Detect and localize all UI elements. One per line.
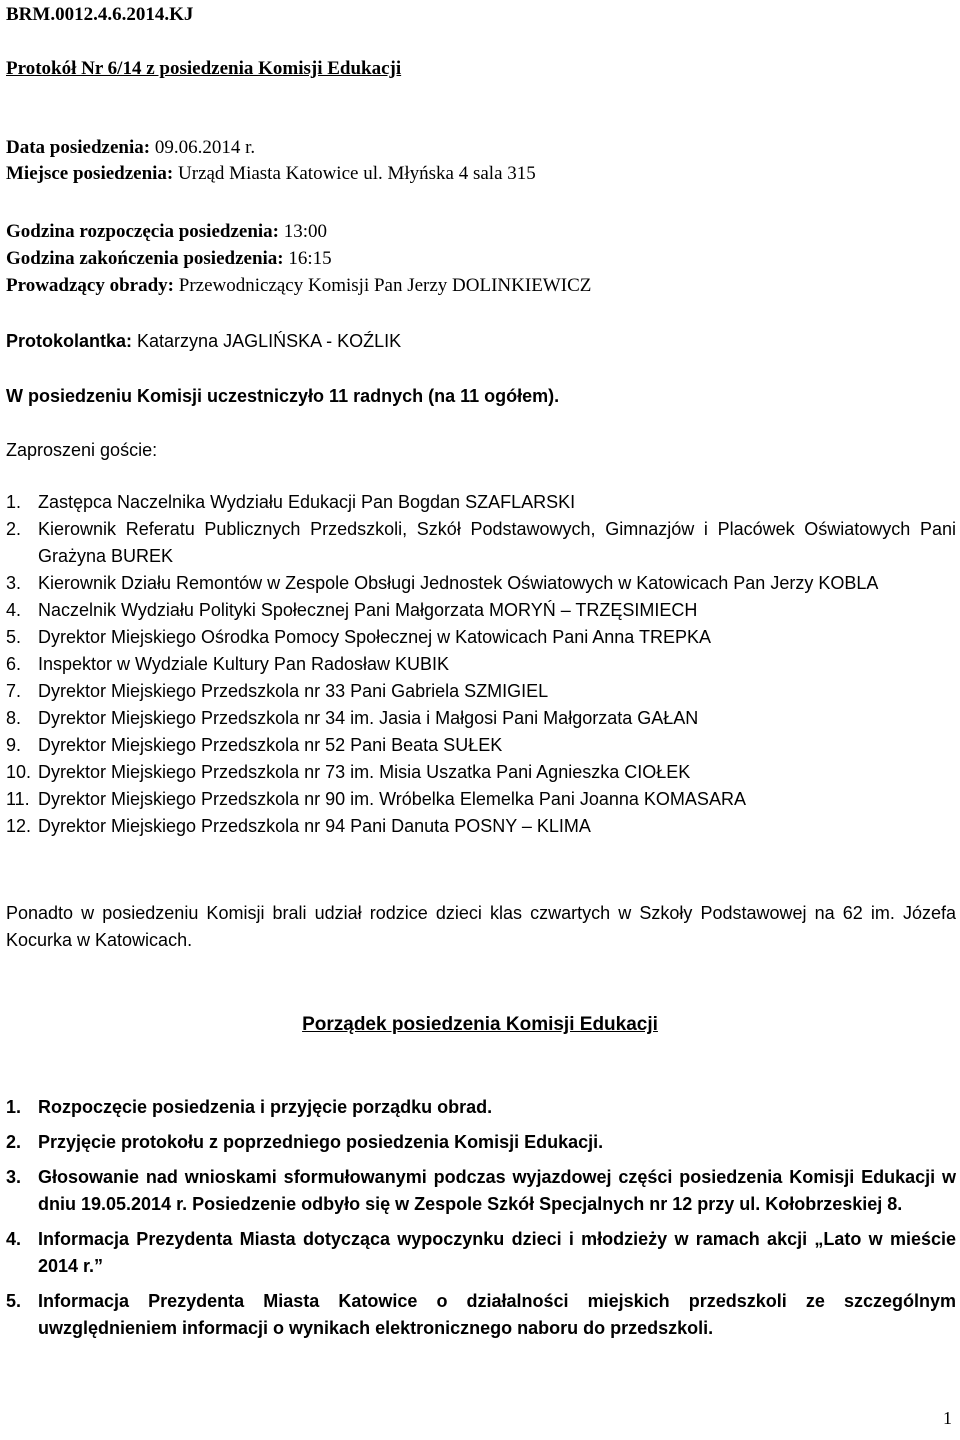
- guest-item-text: Dyrektor Miejskiego Przedszkola nr 33 Pani Gabriela SZMIGIEL: [38, 681, 549, 701]
- guest-item: [6, 624, 956, 651]
- recorder-label: Protokolantka:: [6, 331, 133, 351]
- recorder-value: Katarzyna JAGLIŃSKA - KOŹLIK: [132, 331, 402, 351]
- guest-item-number: 12.: [6, 816, 32, 836]
- chair-value: Przewodniczący Komisji Pan Jerzy DOLINKIEWICZ: [174, 275, 592, 296]
- guest-item: [6, 651, 956, 678]
- agenda-item-text: Informacja Prezydenta Miasta dotycząca wypoczynku dzieci i młodzieży w ramach akcji „Lato w mieście 2014 r.”: [38, 1229, 956, 1276]
- guest-item-number: 10.: [6, 762, 32, 782]
- guest-item-number: 7.: [6, 681, 22, 701]
- guest-item-text: Kierownik Działu Remontów w Zespole Obsługi Jednostek Oświatowych w Katowicach Pan Jerzy KOBLA: [38, 573, 879, 593]
- guests-heading: Zaproszeni goście:: [6, 440, 158, 460]
- guest-item-number: 1.: [6, 492, 22, 512]
- guest-item-number: 2.: [6, 519, 22, 539]
- end-value: 16:15: [283, 248, 332, 269]
- guest-item-number: 3.: [6, 573, 22, 593]
- end-label: Godzina zakończenia posiedzenia:: [6, 248, 284, 269]
- guest-item-text: Dyrektor Miejskiego Ośrodka Pomocy Społecznej w Katowicach Pani Anna TREPKA: [38, 627, 711, 647]
- agenda-item-text: Głosowanie nad wnioskami sformułowanymi podczas wyjazdowej części posiedzenia Komisji Edukacji w dniu 19.05.2014 r. Posiedzenie odbyło się w Zespole Szkół Specjalnych nr 12 przy ul. Kołobrzeskiej 8.: [38, 1167, 956, 1214]
- meeting-place: [6, 161, 536, 187]
- guest-item: [6, 705, 956, 732]
- agenda-item: [6, 1226, 956, 1280]
- agenda-item: [6, 1288, 956, 1342]
- guest-item: [6, 813, 956, 840]
- agenda-item-number: 3.: [6, 1167, 22, 1187]
- guest-item: [6, 489, 956, 516]
- place-value: Urząd Miasta Katowice ul. Młyńska 4 sala 315: [173, 163, 536, 184]
- guest-item: [6, 570, 956, 597]
- guest-item-number: 8.: [6, 708, 22, 728]
- guest-item-number: 5.: [6, 627, 22, 647]
- guests-list: [6, 489, 956, 840]
- guest-item-number: 9.: [6, 735, 22, 755]
- document-reference: BRM.0012.4.6.2014.KJ: [6, 4, 194, 25]
- guest-item-number: 6.: [6, 654, 22, 674]
- agenda-item: [6, 1129, 956, 1156]
- start-label: Godzina rozpoczęcia posiedzenia:: [6, 221, 280, 242]
- additional-participants-paragraph: Ponadto w posiedzeniu Komisji brali udział rodzice dzieci klas czwartych w Szkoły Podstawowej na 62 im. Józefa Kocurka w Katowicach.: [6, 903, 956, 950]
- agenda-list: [6, 1094, 956, 1350]
- guest-item-text: Dyrektor Miejskiego Przedszkola nr 52 Pani Beata SUŁEK: [38, 735, 503, 755]
- guest-item-text: Inspektor w Wydziale Kultury Pan Radosław KUBIK: [38, 654, 450, 674]
- agenda-item-text: Rozpoczęcie posiedzenia i przyjęcie porządku obrad.: [38, 1097, 493, 1117]
- guest-item: [6, 759, 956, 786]
- recorder: [6, 328, 401, 354]
- agenda-item-number: 5.: [6, 1291, 22, 1311]
- place-label: Miejsce posiedzenia:: [6, 163, 174, 184]
- chair-label: Prowadzący obrady:: [6, 275, 174, 296]
- guest-item: [6, 516, 956, 570]
- agenda-title: Porządek posiedzenia Komisji Edukacji: [302, 1014, 658, 1035]
- agenda-item: [6, 1164, 956, 1218]
- guest-item: [6, 597, 956, 624]
- document-title: Protokół Nr 6/14 z posiedzenia Komisji Edukacji: [6, 58, 402, 79]
- guest-item-text: Naczelnik Wydziału Polityki Społecznej Pani Małgorzata MORYŃ – TRZĘSIMIECH: [38, 600, 698, 620]
- guest-item-text: Kierownik Referatu Publicznych Przedszkoli, Szkół Podstawowych, Gimnazjów i Placówek Oświatowych Pani Grażyna BUREK: [38, 519, 956, 566]
- guest-item-text: Dyrektor Miejskiego Przedszkola nr 90 im. Wróbelka Elemelka Pani Joanna KOMASARA: [38, 789, 746, 809]
- attendance-statement: W posiedzeniu Komisji uczestniczyło 11 radnych (na 11 ogółem).: [6, 386, 560, 406]
- start-value: 13:00: [279, 221, 328, 242]
- agenda-item-number: 2.: [6, 1132, 22, 1152]
- agenda-item-text: Informacja Prezydenta Miasta Katowice o działalności miejskich przedszkoli ze szczególnym uwzględnieniem informacji o wynikach elektronicznego naboru do przedszkoli.: [38, 1291, 956, 1338]
- guest-item-text: Dyrektor Miejskiego Przedszkola nr 94 Pani Danuta POSNY – KLIMA: [38, 816, 591, 836]
- guest-item-text: Dyrektor Miejskiego Przedszkola nr 73 im. Misia Uszatka Pani Agnieszka CIOŁEK: [38, 762, 691, 782]
- start-time: [6, 219, 327, 245]
- guest-item-number: 11.: [6, 789, 30, 809]
- agenda-item: [6, 1094, 956, 1121]
- date-value: 09.06.2014 r.: [150, 137, 256, 158]
- agenda-item-number: 4.: [6, 1229, 22, 1249]
- agenda-item-number: 1.: [6, 1097, 22, 1117]
- date-label: Data posiedzenia:: [6, 137, 151, 158]
- end-time: [6, 246, 332, 272]
- guest-item: [6, 732, 956, 759]
- guest-item: [6, 678, 956, 705]
- guest-item-number: 4.: [6, 600, 22, 620]
- agenda-item-text: Przyjęcie protokołu z poprzedniego posiedzenia Komisji Edukacji.: [38, 1132, 604, 1152]
- chairperson: [6, 273, 591, 299]
- page-number: 1: [943, 1408, 952, 1428]
- meeting-date: [6, 135, 255, 161]
- guest-item-text: Zastępca Naczelnika Wydziału Edukacji Pan Bogdan SZAFLARSKI: [38, 492, 576, 512]
- guest-item: [6, 786, 956, 813]
- guest-item-text: Dyrektor Miejskiego Przedszkola nr 34 im. Jasia i Małgosi Pani Małgorzata GAŁAN: [38, 708, 699, 728]
